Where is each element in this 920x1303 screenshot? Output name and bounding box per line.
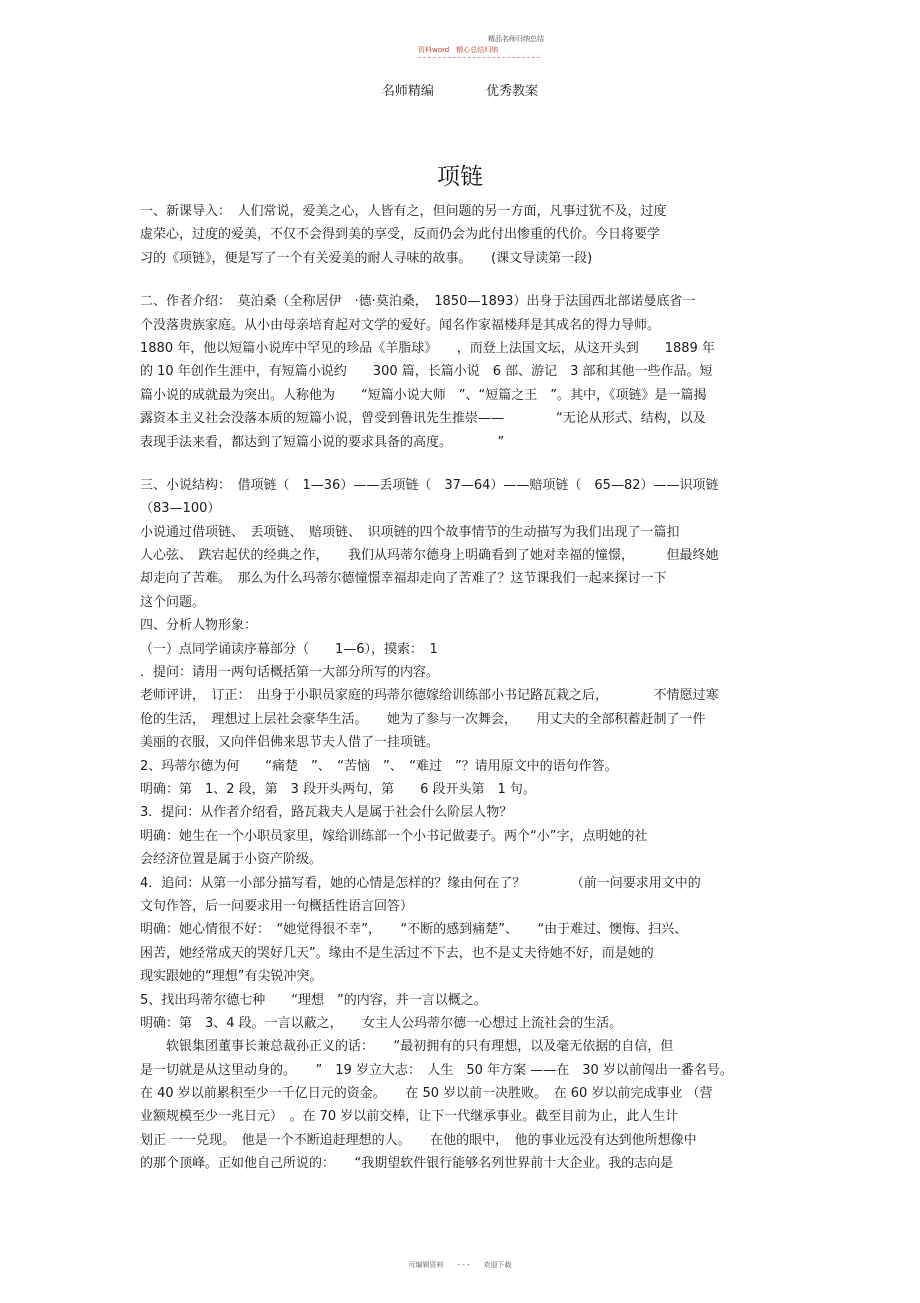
document-title: 项链 xyxy=(437,164,483,190)
text-line: 这个问题。 xyxy=(140,594,206,610)
text-line: 明确：她心情很不好： “她觉得很不幸”， “不断的感到痛楚”、 “由于难过、懊悔、扫兴、 xyxy=(140,922,688,938)
text-line: 个没落贵族家庭。从小由母亲培育起对文学的爱好。闻名作家福楼拜是其成名的得力导师。 xyxy=(140,317,661,333)
text-line: 现实跟她的“理想”有尖锐冲突。 xyxy=(140,969,323,985)
text-line: 小说通过借项链、 丢项链、 赔项链、 识项链的四个故事情节的生动描写为我们出现了一篇扣 xyxy=(140,524,680,540)
text-line: 人心弦、 跌宕起伏的经典之作， 我们从玛蒂尔德身上明确看到了她对幸福的憧憬， 但最终她 xyxy=(140,548,719,564)
watermark-top: 精品名师归纳总结 xyxy=(488,35,544,43)
text-line: 5、找出玛蒂尔德七种 “理想 ”的内容，并一言以概之。 xyxy=(140,992,487,1008)
text-line: 1880 年，他以短篇小说库中罕见的珍品《羊脂球》 ，而登上法国文坛，从这开头到 1889 年 xyxy=(140,340,715,356)
text-line: 困苦，她经常成天的哭好几天”。缘由不是生活过不下去，也不是丈夫待她不好，而是她的 xyxy=(140,945,654,961)
text-line: 老师评讲， 订正： 出身于小职员家庭的玛蒂尔德嫁给训练部小书记路瓦栽之后， 不情愿过寒 xyxy=(140,688,719,704)
text-line: 明确：第 3、4 段。一言以蔽之， 女主人公玛蒂尔德一心想过上流社会的生活。 xyxy=(140,1015,623,1031)
watermark-red: 资料word 精心总结归纳 xyxy=(418,46,499,54)
text-line: 习的《项链》，便是写了一个有关爱美的耐人寻味的故事。 (课文导读第一段) xyxy=(140,250,593,266)
text-line: 业额规模至少一兆日元） 。在 70 岁以前交棒，让下一代继承事业。截至目前为止，此人生计 xyxy=(140,1109,679,1125)
text-line: 在 40 岁以前累积至少一千亿日元的资金。 在 50 岁以前一决胜败。 在 60 岁以前完成事业 （营 xyxy=(140,1086,713,1102)
text-line: 的 10 年创作生涯中，有短篇小说约 300 篇，长篇小说 6 部、游记 3 部和其他一些作品。短 xyxy=(140,364,713,380)
text-line: 露资本主义社会没落本质的短篇小说，曾受到鲁讯先生推崇—— “无论从形式、结构，以及 xyxy=(140,411,706,427)
text-line: 文句作答，后一问要求用一句概括性语言回答） xyxy=(140,898,414,914)
text-line: 4．追问：从第一小部分描写看，她的心情是怎样的？缘由何在了？ （前一问要求用文中的 xyxy=(140,875,701,891)
text-line: 2、玛蒂尔德为何 “痛楚 ”、 “苦恼 ”、 “难过 ”？请用原文中的语句作答。 xyxy=(140,758,618,774)
text-line: 一、新课导入： 人们常说，爱美之心，人皆有之，但问题的另一方面，凡事过犹不及，过度 xyxy=(140,204,667,219)
text-line: 二、作者介绍： 莫泊桑（全称居伊 ·德·莫泊桑， 1850—1893）出身于法国西北部诺曼底省一 xyxy=(140,294,696,310)
text-line: 四、分析人物形象： xyxy=(140,618,258,634)
watermark-divider xyxy=(418,57,540,58)
text-line: 是一切就是从这里动身的。 ” 19 岁立大志： 人生 50 年方案 ——在 30 岁以前闯出一番名号。 xyxy=(140,1062,733,1078)
header-left: 名师精编 xyxy=(381,84,434,99)
text-line: 却走向了苦难。 那么为什么玛蒂尔德憧憬幸福却走向了苦难了？这节课我们一起来探讨一下 xyxy=(140,571,667,587)
paragraph-gap xyxy=(140,270,790,290)
document-body xyxy=(140,200,790,1176)
text-line: 表现手法来看，都达到了短篇小说的要求具备的高度。 ” xyxy=(140,434,505,450)
text-line: 会经济位置是属于小资产阶级。 xyxy=(140,852,323,868)
text-line: 虚荣心，过度的爱美，不仅不会得到美的享受，反而仍会为此付出惨重的代价。今日将要学 xyxy=(140,227,661,243)
text-line: 三、小说结构： 借项链（ 1—36）——丢项链（ 37—64）——赔项链（ 65—82）——识项链 xyxy=(140,477,719,493)
text-line: 篇小说的成就最为突出。人称他为 “短篇小说大师 ”、“短篇之王 ”。其中，《项链》是一篇揭 xyxy=(140,387,707,403)
text-line: 伧的生活， 理想过上层社会豪华生活。 她为了参与一次舞会， 用丈夫的全部积蓄赶制了一件 xyxy=(140,711,706,727)
text-line: 美丽的衣服，又向伴侣佛来思节夫人借了一挂项链。 xyxy=(140,735,440,751)
page-header xyxy=(0,80,920,99)
text-line: （一）点同学诵读序幕部分（ 1—6），摸索： 1 xyxy=(140,641,438,657)
text-line: ．提问：请用一两句话概括第一大部分所写的内容。 xyxy=(140,665,440,681)
paragraph-gap xyxy=(140,454,790,474)
text-line: （83—100） xyxy=(140,501,221,517)
page-footer: 可编辑资料 - - - 欢迎下载 xyxy=(408,1261,512,1269)
text-line: 明确：第 1、2 段，第 3 段开头两句，第 6 段开头第 1 句。 xyxy=(140,781,536,797)
text-line: 划正 一一兑现。 他是一个不断追赶理想的人。 在他的眼中， 他的事业远没有达到他所想像中 xyxy=(140,1132,697,1148)
text-line: 的那个顶峰。正如他自己所说的： “我期望软件银行能够名列世界前十大企业。我的志向是 xyxy=(140,1156,674,1172)
text-line: 3．提问：从作者介绍看，路瓦栽夫人是属于社会什么阶层人物？ xyxy=(140,805,513,821)
text-line: 明确：她生在一个小职员家里，嫁给训练部一个小书记做妻子。两个“小”字，点明她的社 xyxy=(140,828,648,844)
text-line: 软银集团董事长兼总裁孙正义的话： “最初拥有的只有理想，以及毫无依据的自信，但 xyxy=(140,1039,674,1055)
header-right: 优秀教案 xyxy=(486,84,539,99)
